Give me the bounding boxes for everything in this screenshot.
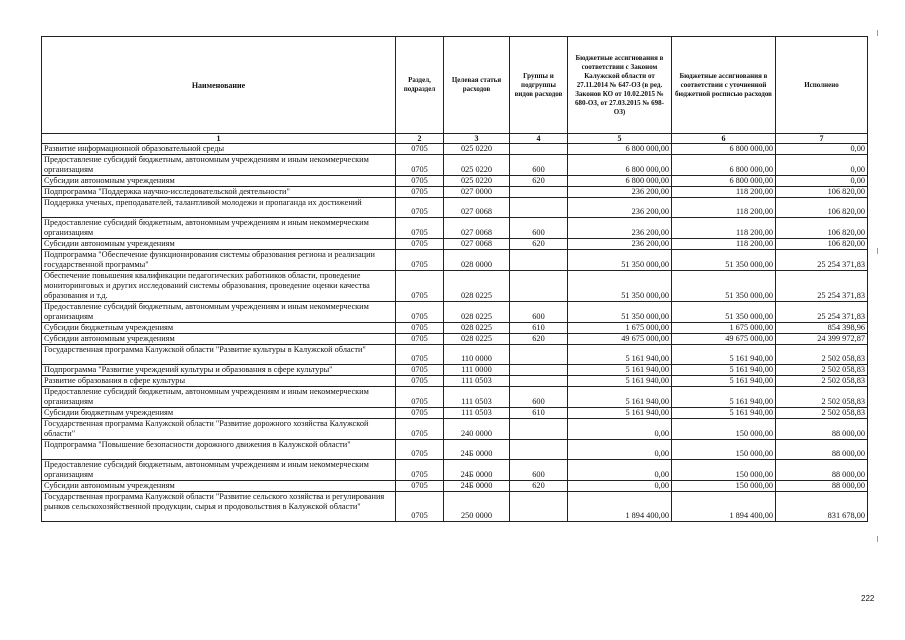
row-section: 0705 — [396, 218, 444, 239]
table-row — [42, 198, 868, 218]
row-group: 600 — [510, 218, 568, 239]
row-section: 0705 — [396, 492, 444, 522]
row-budget: 5 161 940,00 — [568, 408, 672, 419]
row-section: 0705 — [396, 239, 444, 250]
row-executed: 2 502 058,83 — [776, 408, 868, 419]
row-refined: 5 161 940,00 — [672, 387, 776, 408]
row-name: Подпрограмма "Развитие учреждений культуры и образования в сфере культуры" — [42, 365, 396, 376]
budget-table — [41, 36, 868, 522]
row-name: Подпрограмма "Поддержка научно-исследовательской деятельности" — [42, 187, 396, 198]
row-refined: 118 200,00 — [672, 218, 776, 239]
row-budget: 5 161 940,00 — [568, 376, 672, 387]
row-section: 0705 — [396, 144, 444, 155]
row-target: 025 0220 — [444, 144, 510, 155]
row-section: 0705 — [396, 198, 444, 218]
row-group — [510, 419, 568, 440]
row-name: Поддержка ученых, преподавателей, талантливой молодежи и пропаганда их достижений — [42, 198, 396, 218]
row-target: 111 0503 — [444, 376, 510, 387]
row-group: 620 — [510, 239, 568, 250]
row-budget: 6 800 000,00 — [568, 176, 672, 187]
row-budget: 5 161 940,00 — [568, 365, 672, 376]
row-refined: 6 800 000,00 — [672, 144, 776, 155]
row-group — [510, 365, 568, 376]
row-budget: 5 161 940,00 — [568, 387, 672, 408]
table-row — [42, 323, 868, 334]
row-refined: 6 800 000,00 — [672, 176, 776, 187]
row-section: 0705 — [396, 460, 444, 481]
row-name: Субсидии автономным учреждениям — [42, 239, 396, 250]
row-executed: 0,00 — [776, 176, 868, 187]
row-group — [510, 187, 568, 198]
table-row — [42, 334, 868, 345]
budget-table-sheet — [41, 36, 867, 522]
row-name: Государственная программа Калужской области "Развитие культуры в Калужской области" — [42, 345, 396, 365]
row-name: Обеспечение повышения квалификации педагогических работников области, проведение мониторинговых и других исследований системы образования, проведение оценки качества образования и т.д. — [42, 271, 396, 302]
row-name: Государственная программа Калужской области "Развитие сельского хозяйства и регулирования рынков сельскохозяйственной продукции, сырья и продовольствия в Калужской области" — [42, 492, 396, 522]
row-target: 110 0000 — [444, 345, 510, 365]
row-budget: 236 200,00 — [568, 218, 672, 239]
table-row — [42, 387, 868, 408]
row-name: Предоставление субсидий бюджетным, автономным учреждениям и иным некоммерческим организациям — [42, 460, 396, 481]
table-row — [42, 302, 868, 323]
row-group — [510, 250, 568, 271]
row-target: 027 0068 — [444, 198, 510, 218]
row-budget: 236 200,00 — [568, 198, 672, 218]
row-executed: 24 399 972,87 — [776, 334, 868, 345]
row-section: 0705 — [396, 176, 444, 187]
table-body — [42, 134, 868, 522]
row-refined: 1 894 400,00 — [672, 492, 776, 522]
column-number: 4 — [510, 134, 568, 144]
row-refined: 150 000,00 — [672, 440, 776, 460]
row-group — [510, 144, 568, 155]
row-refined: 51 350 000,00 — [672, 302, 776, 323]
row-budget: 51 350 000,00 — [568, 302, 672, 323]
row-name: Предоставление субсидий бюджетным, автономным учреждениям и иным некоммерческим организациям — [42, 218, 396, 239]
table-row — [42, 440, 868, 460]
table-row — [42, 345, 868, 365]
row-refined: 5 161 940,00 — [672, 408, 776, 419]
row-refined: 5 161 940,00 — [672, 376, 776, 387]
row-budget: 51 350 000,00 — [568, 271, 672, 302]
row-refined: 118 200,00 — [672, 239, 776, 250]
row-executed: 2 502 058,83 — [776, 376, 868, 387]
row-name: Субсидии автономным учреждениям — [42, 481, 396, 492]
row-target: 027 0068 — [444, 239, 510, 250]
row-executed: 88 000,00 — [776, 440, 868, 460]
row-group — [510, 376, 568, 387]
header-row — [42, 37, 868, 134]
scan-edge-mark — [877, 248, 878, 254]
row-executed: 106 820,00 — [776, 239, 868, 250]
row-target: 111 0000 — [444, 365, 510, 376]
row-name: Предоставление субсидий бюджетным, автономным учреждениям и иным некоммерческим организациям — [42, 155, 396, 176]
table-row — [42, 408, 868, 419]
row-executed: 106 820,00 — [776, 187, 868, 198]
row-section: 0705 — [396, 302, 444, 323]
row-refined: 5 161 940,00 — [672, 365, 776, 376]
row-group: 620 — [510, 176, 568, 187]
row-group: 600 — [510, 387, 568, 408]
row-group: 610 — [510, 323, 568, 334]
row-section: 0705 — [396, 323, 444, 334]
row-refined: 51 350 000,00 — [672, 271, 776, 302]
row-budget: 236 200,00 — [568, 239, 672, 250]
row-section: 0705 — [396, 187, 444, 198]
row-section: 0705 — [396, 365, 444, 376]
table-row — [42, 218, 868, 239]
row-name: Субсидии бюджетным учреждениям — [42, 323, 396, 334]
table-row — [42, 187, 868, 198]
row-target: 24Б 0000 — [444, 481, 510, 492]
row-group: 620 — [510, 334, 568, 345]
row-group — [510, 492, 568, 522]
row-refined: 5 161 940,00 — [672, 345, 776, 365]
table-row — [42, 271, 868, 302]
table-row — [42, 460, 868, 481]
row-target: 025 0220 — [444, 176, 510, 187]
row-target: 24Б 0000 — [444, 460, 510, 481]
column-number: 2 — [396, 134, 444, 144]
row-target: 111 0503 — [444, 387, 510, 408]
table-row — [42, 176, 868, 187]
row-group: 620 — [510, 481, 568, 492]
row-executed: 25 254 371,83 — [776, 271, 868, 302]
row-name: Подпрограмма "Повышение безопасности дорожного движения в Калужской области" — [42, 440, 396, 460]
row-budget: 1 675 000,00 — [568, 323, 672, 334]
header-budget-refined: Бюджетные ассигнования в соответствии с уточненной бюджетной росписью расходов — [672, 37, 776, 134]
row-budget: 6 800 000,00 — [568, 144, 672, 155]
row-target: 028 0225 — [444, 323, 510, 334]
row-executed: 106 820,00 — [776, 218, 868, 239]
row-target: 028 0000 — [444, 250, 510, 271]
row-section: 0705 — [396, 387, 444, 408]
row-name: Субсидии автономным учреждениям — [42, 334, 396, 345]
row-executed: 106 820,00 — [776, 198, 868, 218]
table-row — [42, 144, 868, 155]
row-budget: 49 675 000,00 — [568, 334, 672, 345]
row-budget: 1 894 400,00 — [568, 492, 672, 522]
row-name: Субсидии автономным учреждениям — [42, 176, 396, 187]
row-executed: 0,00 — [776, 155, 868, 176]
row-executed: 25 254 371,83 — [776, 250, 868, 271]
table-row — [42, 376, 868, 387]
row-group — [510, 345, 568, 365]
row-group: 600 — [510, 155, 568, 176]
row-executed: 2 502 058,83 — [776, 365, 868, 376]
row-section: 0705 — [396, 481, 444, 492]
row-executed: 831 678,00 — [776, 492, 868, 522]
row-refined: 150 000,00 — [672, 460, 776, 481]
row-refined: 49 675 000,00 — [672, 334, 776, 345]
row-executed: 88 000,00 — [776, 460, 868, 481]
header-target: Целевая статья расходов — [444, 37, 510, 134]
column-number: 1 — [42, 134, 396, 144]
column-number: 5 — [568, 134, 672, 144]
header-groups: Группы и подгруппы видов расходов — [510, 37, 568, 134]
row-group — [510, 271, 568, 302]
header-name: Наименование — [42, 37, 396, 134]
row-target: 027 0068 — [444, 218, 510, 239]
row-refined: 118 200,00 — [672, 198, 776, 218]
column-number-row — [42, 134, 868, 144]
table-row — [42, 419, 868, 440]
row-refined: 118 200,00 — [672, 187, 776, 198]
row-group — [510, 440, 568, 460]
row-target: 028 0225 — [444, 271, 510, 302]
row-section: 0705 — [396, 419, 444, 440]
row-refined: 1 675 000,00 — [672, 323, 776, 334]
row-group — [510, 198, 568, 218]
row-name: Развитие информационной образовательной среды — [42, 144, 396, 155]
row-budget: 236 200,00 — [568, 187, 672, 198]
row-group: 600 — [510, 460, 568, 481]
row-refined: 51 350 000,00 — [672, 250, 776, 271]
row-name: Государственная программа Калужской области "Развитие дорожного хозяйства Калужской области" — [42, 419, 396, 440]
row-section: 0705 — [396, 376, 444, 387]
row-target: 240 0000 — [444, 419, 510, 440]
table-row — [42, 155, 868, 176]
row-refined: 150 000,00 — [672, 419, 776, 440]
row-target: 250 0000 — [444, 492, 510, 522]
row-target: 028 0225 — [444, 302, 510, 323]
row-budget: 6 800 000,00 — [568, 155, 672, 176]
row-executed: 88 000,00 — [776, 481, 868, 492]
row-budget: 0,00 — [568, 419, 672, 440]
row-target: 24Б 0000 — [444, 440, 510, 460]
row-target: 025 0220 — [444, 155, 510, 176]
row-executed: 25 254 371,83 — [776, 302, 868, 323]
row-executed: 2 502 058,83 — [776, 387, 868, 408]
table-row — [42, 250, 868, 271]
table-row — [42, 481, 868, 492]
row-executed: 2 502 058,83 — [776, 345, 868, 365]
row-budget: 51 350 000,00 — [568, 250, 672, 271]
row-refined: 6 800 000,00 — [672, 155, 776, 176]
row-section: 0705 — [396, 250, 444, 271]
column-number: 6 — [672, 134, 776, 144]
row-group: 600 — [510, 302, 568, 323]
row-target: 028 0225 — [444, 334, 510, 345]
column-number: 7 — [776, 134, 868, 144]
row-name: Подпрограмма "Обеспечение функционирования системы образования региона и реализации государственной программы" — [42, 250, 396, 271]
header-budget-law: Бюджетные ассигнования в соответствии с Законом Калужской области от 27.11.2014 № 647-ОЗ (в ред. Законов КО от 10.02.2015 № 680-ОЗ, от 27.03.2015 № 698-ОЗ) — [568, 37, 672, 134]
row-name: Субсидии бюджетным учреждениям — [42, 408, 396, 419]
row-section: 0705 — [396, 334, 444, 345]
row-name: Предоставление субсидий бюджетным, автономным учреждениям и иным некоммерческим организациям — [42, 302, 396, 323]
row-target: 027 0000 — [444, 187, 510, 198]
row-refined: 150 000,00 — [672, 481, 776, 492]
header-executed: Исполнено — [776, 37, 868, 134]
page-number: 222 — [861, 594, 875, 603]
row-executed: 854 398,96 — [776, 323, 868, 334]
row-section: 0705 — [396, 408, 444, 419]
scan-edge-mark — [877, 536, 878, 542]
table-row — [42, 365, 868, 376]
table-row — [42, 239, 868, 250]
header-section: Раздел, подраздел — [396, 37, 444, 134]
row-budget: 5 161 940,00 — [568, 345, 672, 365]
row-group: 610 — [510, 408, 568, 419]
row-executed: 88 000,00 — [776, 419, 868, 440]
row-budget: 0,00 — [568, 460, 672, 481]
table-row — [42, 492, 868, 522]
row-name: Предоставление субсидий бюджетным, автономным учреждениям и иным некоммерческим организациям — [42, 387, 396, 408]
row-target: 111 0503 — [444, 408, 510, 419]
row-section: 0705 — [396, 155, 444, 176]
row-section: 0705 — [396, 440, 444, 460]
row-budget: 0,00 — [568, 481, 672, 492]
scan-edge-mark — [877, 30, 878, 36]
row-budget: 0,00 — [568, 440, 672, 460]
column-number: 3 — [444, 134, 510, 144]
row-section: 0705 — [396, 345, 444, 365]
row-name: Развитие образования в сфере культуры — [42, 376, 396, 387]
row-section: 0705 — [396, 271, 444, 302]
row-executed: 0,00 — [776, 144, 868, 155]
